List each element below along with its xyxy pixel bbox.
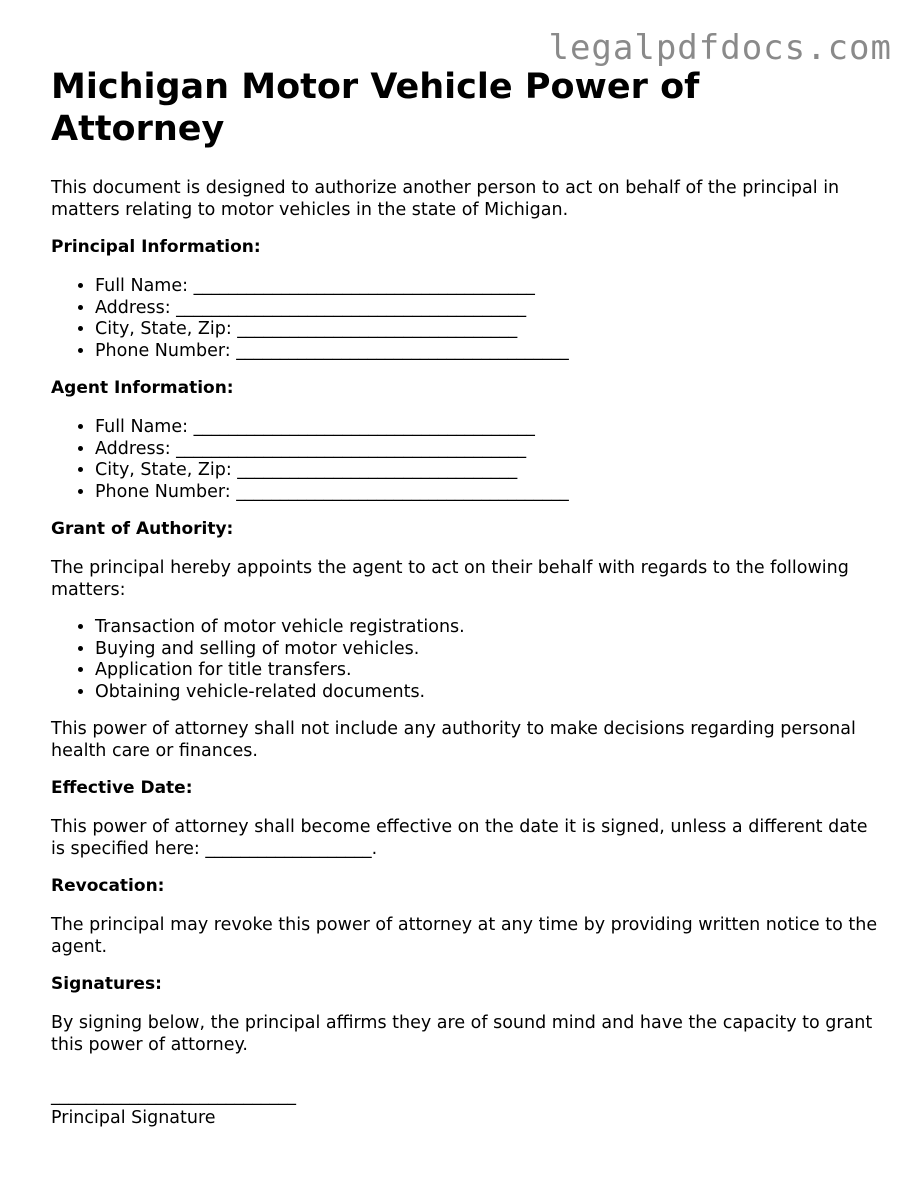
agent-address-field[interactable]: • Address: ________________________________________: [95, 439, 881, 461]
effective-date-heading: Effective Date:: [51, 778, 193, 798]
list-item: • Transaction of motor vehicle registrations.: [95, 617, 881, 639]
list-item: • Obtaining vehicle-related documents.: [95, 682, 881, 704]
agent-full-name-field[interactable]: • Full Name: _______________________________________: [95, 417, 881, 439]
grant-heading: Grant of Authority:: [51, 519, 234, 539]
principal-signature-line[interactable]: ____________________________: [51, 1086, 296, 1106]
agent-heading: Agent Information:: [51, 378, 234, 398]
principal-address-field[interactable]: • Address: ________________________________________: [95, 298, 881, 320]
revocation-heading: Revocation:: [51, 876, 165, 896]
agent-city-state-zip-field[interactable]: • City, State, Zip: ________________________________: [95, 460, 881, 482]
revocation-paragraph: The principal may revoke this power of attorney at any time by providing written notice to the agent.: [51, 915, 878, 957]
grant-items-list: [51, 617, 881, 703]
effective-date-paragraph[interactable]: This power of attorney shall become effective on the date it is signed, unless a different date is specified here: ___________________.: [51, 817, 868, 859]
grant-paragraph: The principal hereby appoints the agent to act on their behalf with regards to the following matters:: [51, 558, 849, 600]
principal-city-state-zip-field[interactable]: • City, State, Zip: ________________________________: [95, 319, 881, 341]
principal-fields-list: [51, 276, 881, 362]
document-page: [51, 66, 881, 1129]
agent-phone-field[interactable]: • Phone Number: ______________________________________: [95, 482, 881, 504]
signature-block: [51, 1086, 881, 1129]
intro-paragraph: This document is designed to authorize another person to act on behalf of the principal in matters relating to motor vehicles in the state of Michigan.: [51, 178, 840, 220]
principal-signature-label: Principal Signature: [51, 1107, 216, 1128]
list-item: • Buying and selling of motor vehicles.: [95, 639, 881, 661]
page-title: Michigan Motor Vehicle Power of Attorney: [51, 67, 700, 149]
principal-phone-field[interactable]: • Phone Number: ______________________________________: [95, 341, 881, 363]
signatures-heading: Signatures:: [51, 974, 162, 994]
principal-heading: Principal Information:: [51, 237, 261, 257]
grant-limitation-paragraph: This power of attorney shall not include any authority to make decisions regarding personal health care or finances.: [51, 719, 856, 761]
watermark: legalpdfdocs.com: [548, 28, 892, 68]
agent-fields-list: [51, 417, 881, 503]
signatures-paragraph: By signing below, the principal affirms they are of sound mind and have the capacity to grant this power of attorney.: [51, 1013, 873, 1055]
list-item: • Application for title transfers.: [95, 660, 881, 682]
principal-full-name-field[interactable]: • Full Name: _______________________________________: [95, 276, 881, 298]
